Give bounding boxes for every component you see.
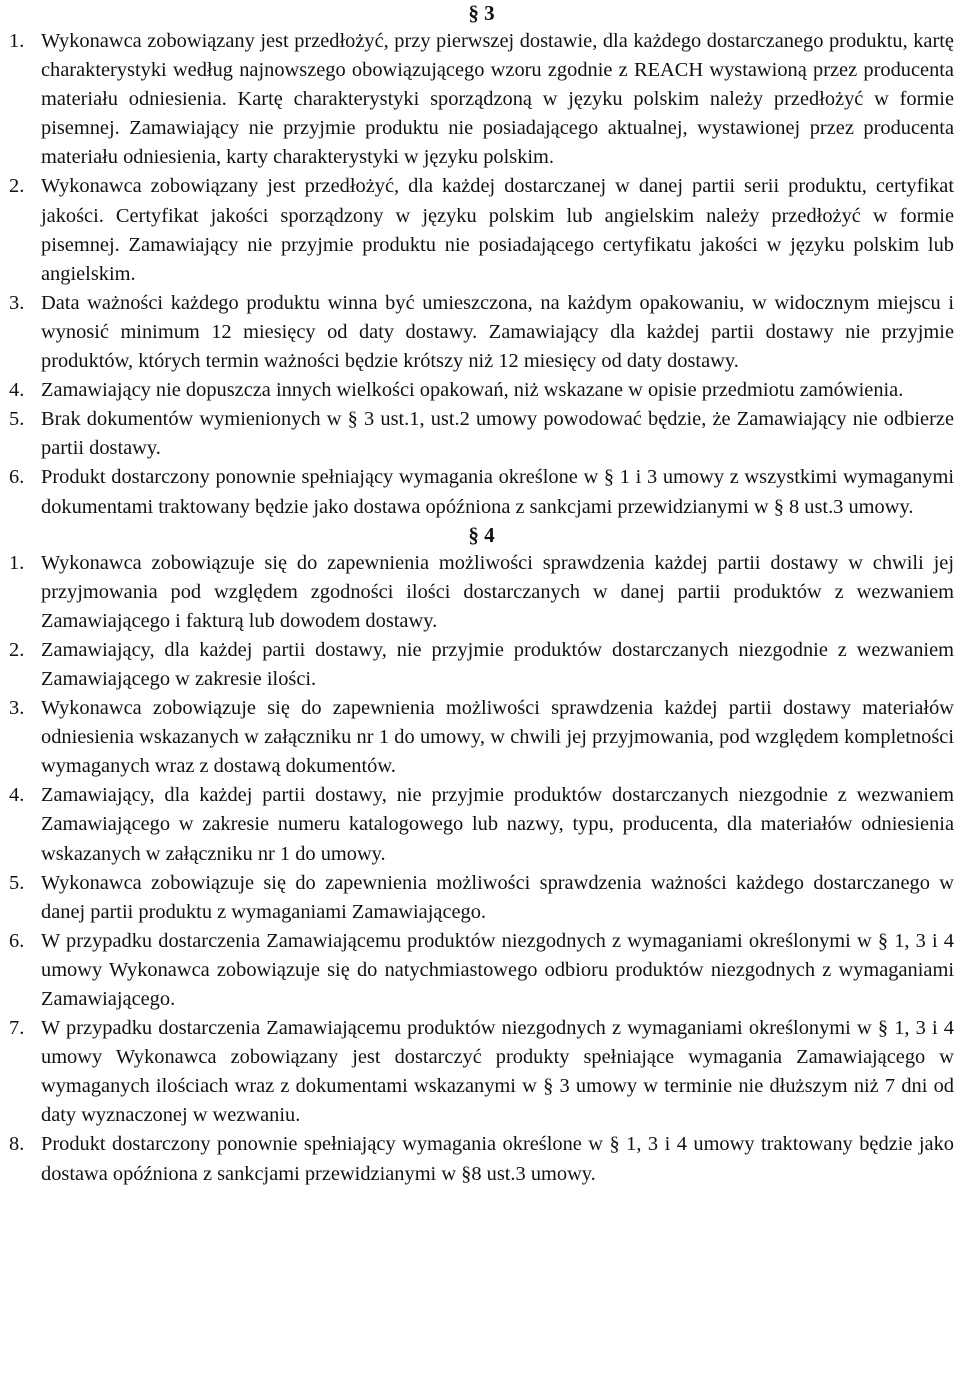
item-text: Wykonawca zobowiązany jest przedłożyć, dla każdej dostarczanej w danej partii serii produktu, certyfikat jakości. Certyfikat jakości sporządzony w języku polskim lub angielskim należy przedłożyć w formie pisemnej. Zamawiający nie przyjmie produktu nie posiadającego certyfikatu jakości w języku polskim lub angielskim. [41, 175, 954, 285]
section-3-list [9, 27, 954, 522]
item-text: Produkt dostarczony ponownie spełniający wymagania określone w § 1, 3 i 4 umowy traktowany będzie jako dostawa opóźniona z sankcjami przewidzianymi w §8 ust.3 umowy. [41, 1133, 954, 1185]
list-item [9, 27, 954, 172]
item-text: Data ważności każdego produktu winna być umieszczona, na każdym opakowaniu, w widocznym miejscu i wynosić minimum 12 miesięcy od daty dostawy. Zamawiający dla każdej partii dostawy nie przyjmie produktów, których termin ważności będzie krótszy niż 12 miesięcy od daty dostawy. [41, 291, 954, 373]
item-number: 1. [9, 551, 25, 574]
item-number: 3. [9, 291, 25, 314]
section-4-list [9, 549, 954, 1189]
list-item [9, 1014, 954, 1130]
item-text: Produkt dostarczony ponownie spełniający wymagania określone w § 1 i 3 umowy z wszystkimi wymaganymi dokumentami traktowany będzie jako dostawa opóźniona z sankcjami przewidzianymi w § 8 ust.3 umowy. [41, 466, 954, 518]
item-text: Zamawiający, dla każdej partii dostawy, nie przyjmie produktów dostarczanych niezgodnie z wezwaniem Zamawiającego w zakresie ilości. [41, 638, 954, 690]
item-text: Zamawiający nie dopuszcza innych wielkości opakowań, niż wskazane w opisie przedmiotu zamówienia. [41, 379, 904, 402]
list-item [9, 1130, 954, 1188]
section-title: § 3 [468, 1, 495, 25]
list-item [9, 781, 954, 868]
list-item [9, 289, 954, 376]
item-text: Wykonawca zobowiązuje się do zapewnienia możliwości sprawdzenia każdej partii dostawy w chwili jej przyjmowania pod względem zgodności ilości dostarczanych w danej partii produktów z wezwaniem Zamawiającego i fakturą lub dowodem dostawy. [41, 551, 954, 632]
item-text: W przypadku dostarczenia Zamawiającemu produktów niezgodnych z wymaganiami określonymi w § 1, 3 i 4 umowy Wykonawca zobowiązany jest dostarczyć produkty spełniające wymagania Zamawiającego w wymaganych ilościach wraz z dokumentami wskazanymi w § 3 umowy w terminie nie dłuższym niż 7 dni od daty wyznaczonej w wezwaniu. [41, 1017, 954, 1127]
item-number: 6. [9, 929, 25, 952]
list-item [9, 405, 954, 463]
list-item [9, 927, 954, 1014]
item-number: 8. [9, 1133, 25, 1156]
item-number: 2. [9, 175, 25, 198]
item-number: 4. [9, 784, 25, 807]
list-item [9, 172, 954, 288]
item-number: 5. [9, 871, 25, 894]
item-number: 7. [9, 1017, 25, 1040]
list-item [9, 636, 954, 694]
item-text: Brak dokumentów wymienionych w § 3 ust.1, ust.2 umowy powodować będzie, że Zamawiający nie odbierze partii dostawy. [41, 408, 954, 460]
item-text: Wykonawca zobowiązuje się do zapewnienia możliwości sprawdzenia każdej partii dostawy materiałów odniesienia wskazanych w załączniku nr 1 do umowy, w chwili jej przyjmowania, pod względem kompletności wymaganych wraz z dostawą dokumentów. [41, 697, 954, 778]
item-number: 1. [9, 30, 25, 52]
section-title: § 4 [468, 522, 495, 547]
item-text: W przypadku dostarczenia Zamawiającemu produktów niezgodnych z wymaganiami określonymi w § 1, 3 i 4 umowy Wykonawca zobowiązuje się do natychmiastowego odbioru produktów niezgodnych z wymaganiami Zamawiającego. [41, 929, 954, 1010]
list-item [9, 694, 954, 781]
list-item [9, 376, 954, 405]
list-item [9, 869, 954, 927]
item-text: Zamawiający, dla każdej partii dostawy, nie przyjmie produktów dostarczanych niezgodnie z wezwaniem Zamawiającego w zakresie numeru katalogowego lub nazwy, typu, producenta, dla materiałów odniesienia wskazanych w załączniku nr 1 do umowy. [41, 784, 954, 865]
item-text: Wykonawca zobowiązany jest przedłożyć, przy pierwszej dostawie, dla każdego dostarczanego produktu, kartę charakterystyki według najnowszego obowiązującego wzoru zgodnie z REACH wystawioną przez producenta materiału odniesienia. Kartę charakterystyki sporządzoną w języku polskim należy przedłożyć w formie pisemnej. Zamawiający nie przyjmie produktu nie posiadającego aktualnej, wystawionej przez producenta materiału odniesienia, karty charakterystyki w języku polskim. [41, 30, 954, 169]
item-number: 4. [9, 379, 25, 402]
list-item [9, 549, 954, 636]
item-number: 6. [9, 466, 25, 489]
list-item [9, 463, 954, 521]
item-number: 2. [9, 638, 25, 661]
item-text: Wykonawca zobowiązuje się do zapewnienia możliwości sprawdzenia ważności każdego dostarczanego w danej partii produktu z wymaganiami Zamawiającego. [41, 871, 954, 923]
item-number: 5. [9, 408, 25, 431]
item-number: 3. [9, 697, 25, 720]
